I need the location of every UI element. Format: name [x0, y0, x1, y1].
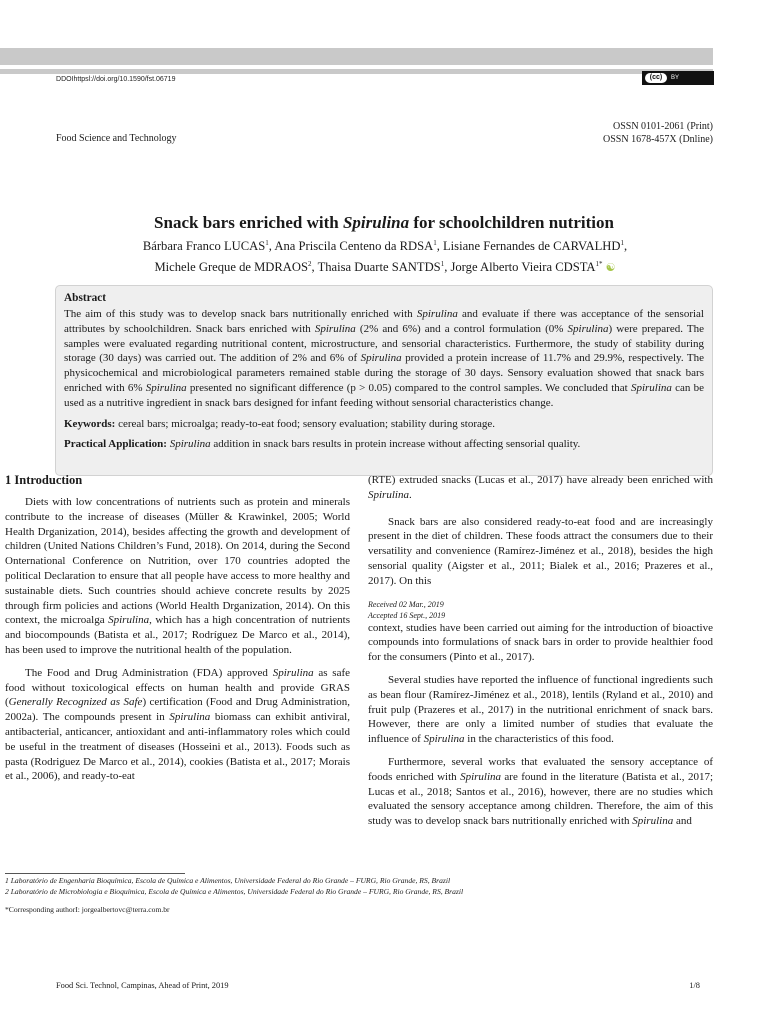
paragraph: context, studies have been carried out aiming for the introduction of bioactive compounds into formulations of snack bars in order to provide healthier food for the consumers (Pinto et al., 2017). — [368, 621, 713, 664]
received-date: Received 02 Mar., 2019 — [368, 599, 444, 609]
issn-print: OSSN 0101-2061 (Print) — [612, 121, 713, 132]
abstract-text: The aim of this study was to develop snack bars nutritionally enriched with Spirulina and evaluate if there was acceptance of the sensorial attributes by schoolchildren. Snack bars enriched with Spirulina (2% and 6%) and a control formulation (0% Spirulina) were prepared. The samples were evaluated regarding nutritional content, microstructure, and sensorial characteristics. Furthermore, the study of stability during storage (30 days) was carried out. The addition of 2% and 6% of Spirulina provided a protein increase of 11.7% and 29.9%, respectively. The physicochemical and microbiological parameters remained stable during the storage of 30 days. Sensory evaluation showed that snack bars enriched with 6% Spirulina presented no significant difference (p > 0.05) compared to the control samples. We concluded that Spirulina can be used as a nutritive ingredient in snack bars designed for infant feeding without sensorial characteristics change. — [64, 308, 704, 409]
orcid-icon[interactable]: ☯ — [605, 261, 616, 274]
paragraph: The Food and Drug Administration (FDA) approved Spirulina as safe food without toxicological effects on human health and provide GRAS (Generally Recognized as Safe) certification (Food and Drug Administration, 2002a). The compounds present in Spirulina biomass can exhibit antiviral, antibacterial, anticancer, antioxidant and anti-inflammatory roles which could be useful in the treatment of diseases (Hosseini et al., 2013). Foods such as pasta (Rodriguez De Marco et al., 2014), cookies (Batista et al., 2017; Morais et al., 2006), and ready-to-eat — [5, 666, 351, 783]
doi-link[interactable]: DDOIhttpsl://doi.org/10.1590/fst.06719 — [56, 76, 176, 83]
keywords: Keywords: cereal bars; microalga; ready-to-eat food; sensory evaluation; stability during storage. — [64, 417, 495, 430]
section-heading-introduction: 1 Introduction — [5, 473, 83, 487]
paragraph: Snack bars are also considered ready-to-eat food and are increasingly present in the diet of children. These foods attract the consumers due to their versatility and convenience (Ramírez-Jiménez et al., 2018), besides the high sensorial quality (Aigster et al., 2011; Bialek et al., 2016; Prazeres et al., 2017). On this — [368, 515, 713, 587]
right-column — [368, 473, 713, 837]
footnote: 1 Laboratório de Engenharia Bioquímica, Escola de Química e Alimentos, Universidade Federal do Rio Grande – FURG, Rio Grande, RS, Brazil — [5, 876, 451, 885]
footnote-divider — [5, 873, 185, 874]
cc-by-label: BY — [671, 75, 680, 81]
paper-title: Snack bars enriched with Spirulina for schoolchildren nutrition — [154, 213, 614, 232]
author-list: Bárbara Franco LUCAS$^1$, Ana Priscila Centeno da RDSA$^1$, Lisiane Fernandes de CARVALHD$^1$, Michele Greque de MDRAOS$^2$, Thaisa Duarte SANTDS$^1$, Jorge Alberto Vieira $CDSTA^{1*}$ ☯ — [142, 239, 628, 274]
practical-application: Practical Application: Spirulina addition in snack bars results in protein increase without affecting sensorial quality. — [64, 438, 581, 451]
corresponding-author: *Corresponding authorI: jorgealbertovc@terra.com.br — [5, 905, 170, 914]
cc-logo-icon: (cc) — [645, 73, 667, 83]
footnote: 2 Laboratório de Microbiologia e Bioquímica, Escola de Química e Alimentos, Universidade Federal do Rio Grande – FURG, Rio Grande, RS, Brazil — [5, 886, 464, 896]
issn-online: OSSN 1678-457X (Dnline) — [603, 134, 713, 145]
paragraph: Diets with low concentrations of nutrients such as protein and minerals contribute to the increase of diseases (Müller & Krawinkel, 2005; World Health Drganization, 2014), besides affecting the growth and development of children (United Nations Children’s Fund, 2018). On 2014, during the Second Onternational Conference on Nutrition, over 170 countries adopted the political Declaration to ensure that all people have access to more healthy and sustainable diets. Such countries should achieve concrete results by 2025 through firm policies and actions (World Health Drganization, 2014). On this context, the microalga Spirulina, which has a high concentration of nutrients and biocompounds (Batista et al., 2017; Rodríguez De Marco et al., 2014), has been used to improve the nutritional health of the population. — [5, 496, 350, 656]
paragraph: Furthermore, several works that evaluated the sensory acceptance of foods enriched with Spirulina are found in the literature (Batista et al., 2017; Lucas et al., 2018; Santos et al., 2016), however, there are no studies which evaluated the sensory acceptance among children. Therefore, the aim of this study was to develop snack bars nutritionally enriched with Spirulina and — [368, 755, 713, 828]
left-column — [5, 495, 350, 792]
header-bar — [0, 48, 713, 65]
page-number: 1/8 — [689, 981, 700, 990]
accepted-date: Accepted 16 Sept., 2019 — [368, 610, 446, 620]
issn-block — [603, 120, 713, 146]
paragraph: Several studies have reported the influence of functional ingredients such as bean flour (Ramírez-Jiménez et al., 2018), lentils (Ryland et al., 2010) and fruit pulp (Prazeres et al., 2017) in the nutritional enrichment of snack bars. However, there are only a limited number of studies that evaluate the influence of Spirulina in the characteristics of this food. — [368, 673, 713, 746]
journal-name: Food Science and Technology — [56, 133, 177, 144]
cc-by-license-badge[interactable] — [642, 71, 714, 85]
affiliation-footnotes — [5, 876, 463, 897]
abstract-heading: Abstract — [64, 292, 107, 304]
abstract-box — [55, 285, 713, 476]
page-footer-citation: Food Sci. Technol, Campinas, Ahead of Print, 2019 — [56, 981, 229, 990]
header-bar-thin — [0, 69, 713, 74]
paragraph: (RTE) extruded snacks (Lucas et al., 2017) have already been enriched with Spirulina. — [368, 474, 713, 501]
